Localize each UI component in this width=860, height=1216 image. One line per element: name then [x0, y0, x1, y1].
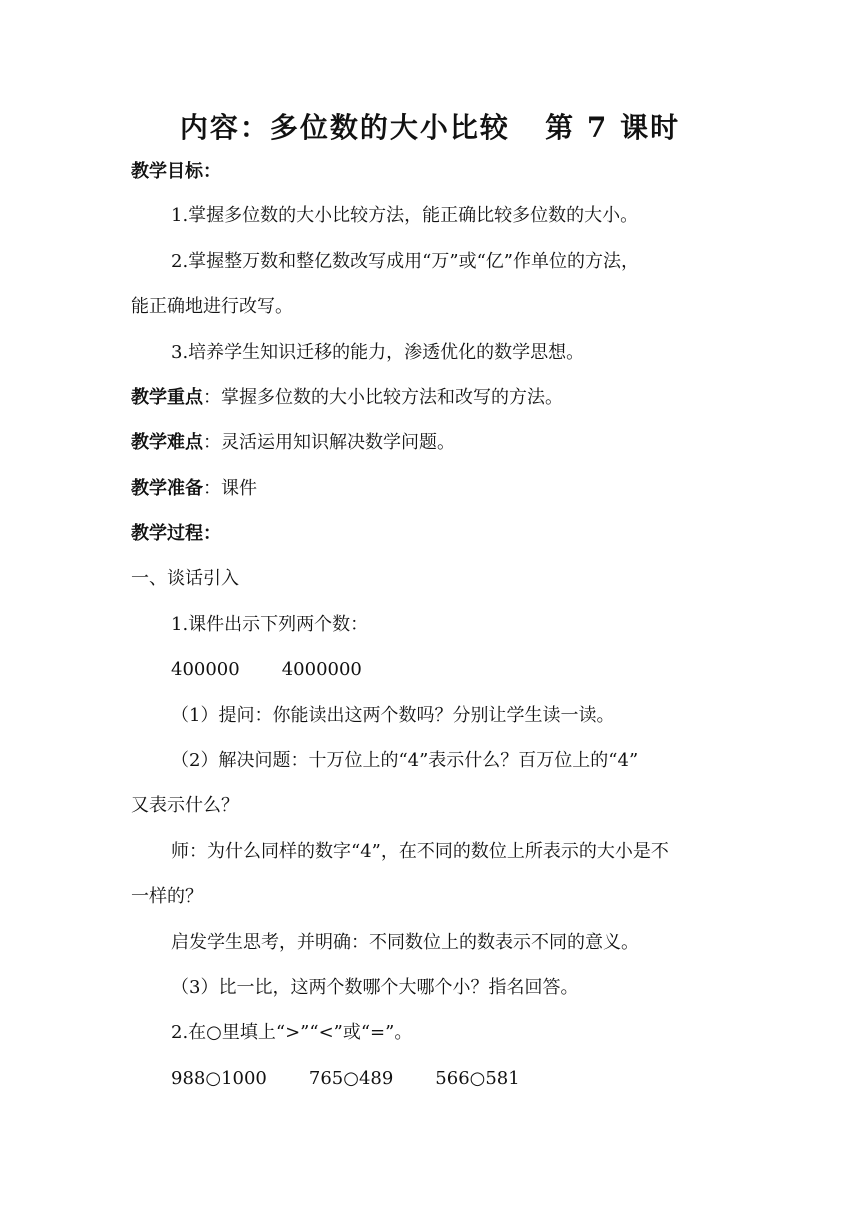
difficult-point-label: 教学难点: [131, 432, 203, 453]
page-title: 内容：多位数的大小比较 第 7 课时: [179, 111, 681, 144]
objective-item-1: 1.掌握多位数的大小比较方法，能正确比较多位数的大小。: [171, 205, 639, 226]
comparison-3: 566○581: [435, 1068, 520, 1089]
objectives-heading: 教学目标：: [131, 161, 221, 182]
section-1-item-2: 2.在○里填上“>”“<”或“=”。: [171, 1022, 413, 1043]
comparison-1: 988○1000: [171, 1068, 267, 1089]
objective-item-2-continued: 能正确地进行改写。: [131, 296, 293, 317]
example-number-1: 400000: [171, 659, 240, 680]
example-numbers: [0, 658, 860, 682]
comparison-exercises: [0, 1067, 860, 1091]
difficult-point: [0, 431, 860, 455]
teacher-question: 师：为什么同样的数字“4”，在不同的数位上所表示的大小是不: [171, 841, 669, 862]
key-point-text: ：掌握多位数的大小比较方法和改写的方法。: [203, 387, 563, 408]
key-point-label: 教学重点: [131, 387, 203, 408]
comparison-2: 765○489: [308, 1068, 394, 1089]
section-1-item-1: 1.课件出示下列两个数：: [171, 614, 369, 635]
preparation-text: ：课件: [203, 478, 257, 499]
teacher-question-continued: 一样的？: [131, 886, 203, 907]
question-2: （2）解决问题：十万位上的“4”表示什么？百万位上的“4”: [171, 750, 639, 771]
question-3: （3）比一比，这两个数哪个大哪个小？指名回答。: [171, 977, 579, 998]
process-heading: 教学过程：: [131, 523, 221, 544]
section-1-heading: 一、谈话引入: [131, 568, 239, 589]
objective-item-2: 2.掌握整万数和整亿数改写成用“万”或“亿”作单位的方法，: [171, 251, 639, 272]
difficult-point-text: ：灵活运用知识解决数学问题。: [203, 432, 455, 453]
key-point: [0, 386, 860, 410]
example-number-2: 4000000: [281, 659, 362, 680]
objective-item-3: 3.培养学生知识迁移的能力，渗透优化的数学思想。: [171, 342, 585, 363]
inspire-statement: 启发学生思考，并明确：不同数位上的数表示不同的意义。: [171, 932, 639, 953]
question-1: （1）提问：你能读出这两个数吗？分别让学生读一读。: [171, 705, 615, 726]
preparation: [0, 477, 860, 501]
question-2-continued: 又表示什么？: [131, 795, 239, 816]
preparation-label: 教学准备: [131, 478, 203, 499]
